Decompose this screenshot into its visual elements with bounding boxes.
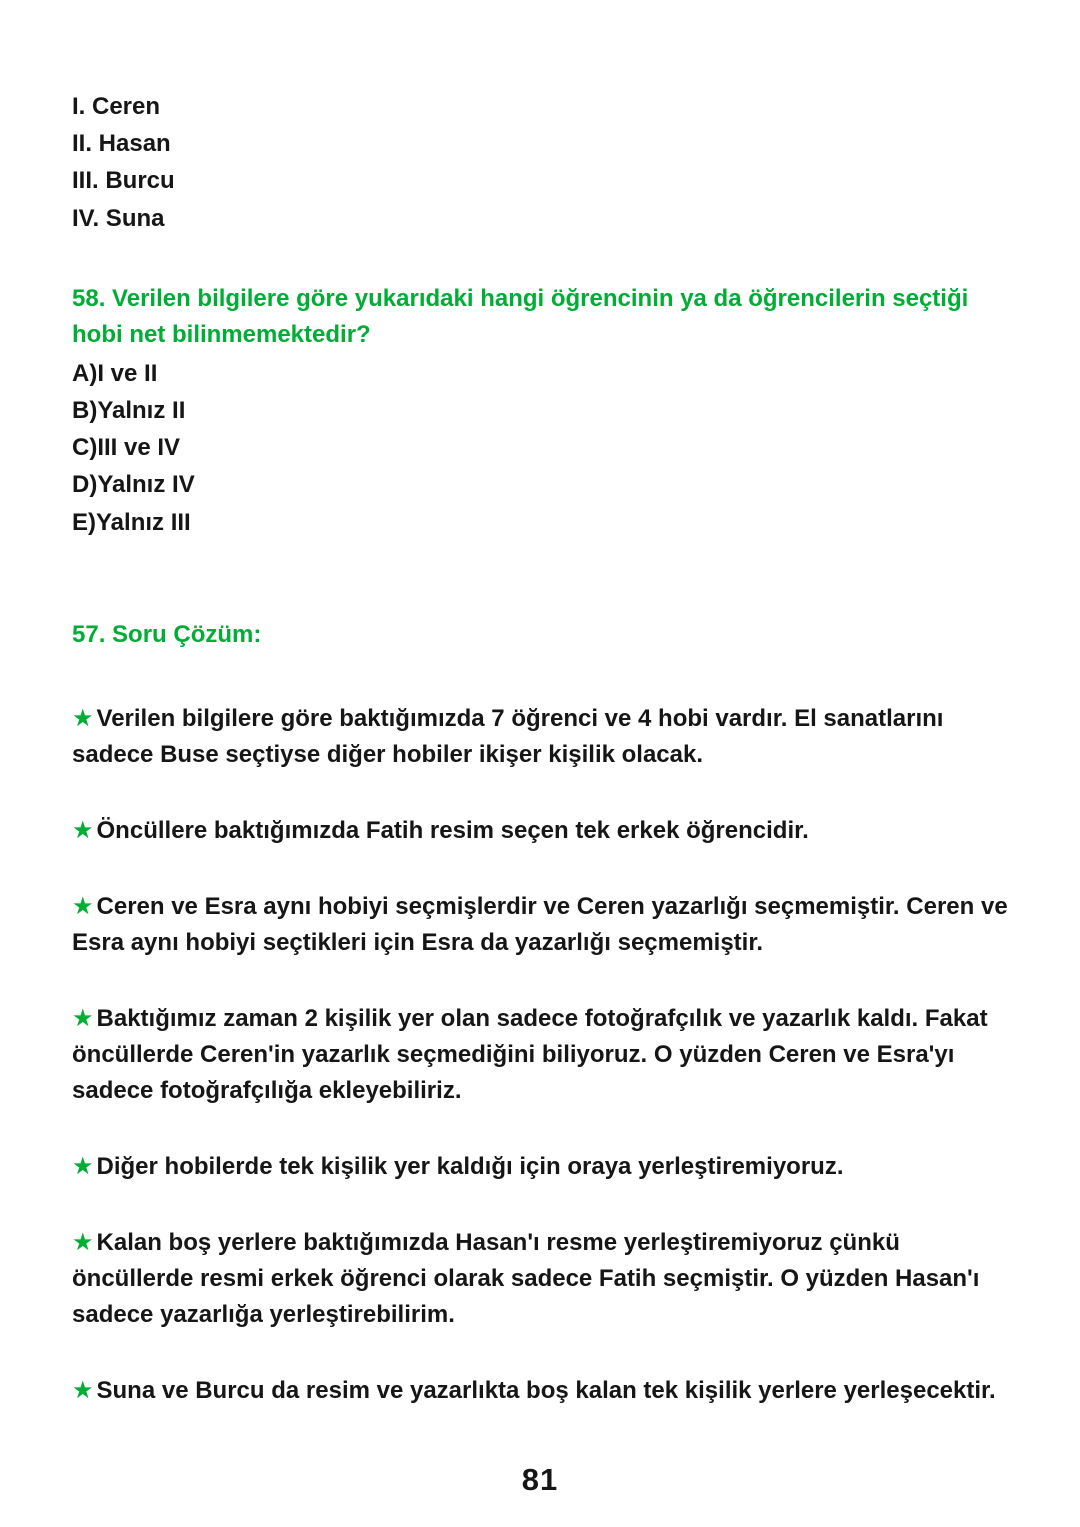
star-icon: ★ bbox=[72, 1376, 94, 1404]
answer-option-a: A)I ve II bbox=[72, 359, 158, 387]
solution-bullet bbox=[72, 1001, 1018, 1109]
student-list-item: II. Hasan bbox=[72, 130, 171, 158]
bullet-text: Kalan boş yerlere baktığımızda Hasan'ı resme yerleştiremiyoruz çünkü öncüllerde resmi erkek öğrenci olarak sadece Fatih seçmiştir. O yüzden Hasan'ı sadece yazarlığa yerleştirebilirim. bbox=[72, 1228, 980, 1328]
solution-heading: 57. Soru Çözüm: bbox=[72, 620, 262, 648]
bullet-text: Baktığımız zaman 2 kişilik yer olan sadece fotoğrafçılık ve yazarlık kaldı. Fakat öncüllerde Ceren'in yazarlık seçmediğini biliyoruz. O yüzden Ceren ve Esra'yı sadece fotoğrafçılığa ekleyebiliriz. bbox=[72, 1004, 988, 1104]
answer-option-c: C)III ve IV bbox=[72, 434, 181, 462]
star-icon: ★ bbox=[72, 1152, 94, 1180]
question-text: 58. Verilen bilgilere göre yukarıdaki hangi öğrencinin ya da öğrencilerin seçtiği hobi net bilinmemektedir? bbox=[72, 284, 969, 348]
student-list-item: I. Ceren bbox=[72, 93, 161, 120]
star-icon: ★ bbox=[72, 1228, 94, 1256]
student-list bbox=[72, 88, 1018, 237]
solution-bullet bbox=[72, 1225, 1018, 1333]
answer-option-e: E)Yalnız III bbox=[72, 508, 191, 536]
solution-bullet bbox=[72, 701, 1018, 773]
bullet-text: Öncüllere baktığımızda Fatih resim seçen tek erkek öğrencidir. bbox=[96, 816, 809, 844]
bullet-text: Ceren ve Esra aynı hobiyi seçmişlerdir ve Ceren yazarlığı seçmemiştir. Ceren ve Esra aynı hobiyi seçtikleri için Esra da yazarlığı seçmemiştir. bbox=[72, 892, 1008, 956]
bullet-text: Diğer hobilerde tek kişilik yer kaldığı için oraya yerleştiremiyoruz. bbox=[96, 1152, 844, 1180]
star-icon: ★ bbox=[72, 704, 94, 732]
solution-bullet bbox=[72, 889, 1018, 961]
answer-option-b: B)Yalnız II bbox=[72, 396, 186, 424]
student-list-item: IV. Suna bbox=[72, 204, 165, 232]
solution-bullet bbox=[72, 1149, 1018, 1185]
solution-bullet bbox=[72, 813, 1018, 849]
star-icon: ★ bbox=[72, 1004, 94, 1032]
page-number: 81 bbox=[521, 1461, 559, 1497]
star-icon: ★ bbox=[72, 892, 94, 920]
bullet-text: Suna ve Burcu da resim ve yazarlıkta boş kalan tek kişilik yerlere yerleşecektir. bbox=[96, 1376, 996, 1404]
answer-options bbox=[72, 355, 1018, 541]
answer-option-d: D)Yalnız IV bbox=[72, 471, 195, 499]
solution-bullet bbox=[72, 1373, 1018, 1409]
star-icon: ★ bbox=[72, 816, 94, 844]
bullet-text: Verilen bilgilere göre baktığımızda 7 öğrenci ve 4 hobi vardır. El sanatlarını sadece Buse seçtiyse diğer hobiler ikişer kişilik olacak. bbox=[72, 704, 944, 768]
student-list-item: III. Burcu bbox=[72, 167, 175, 195]
